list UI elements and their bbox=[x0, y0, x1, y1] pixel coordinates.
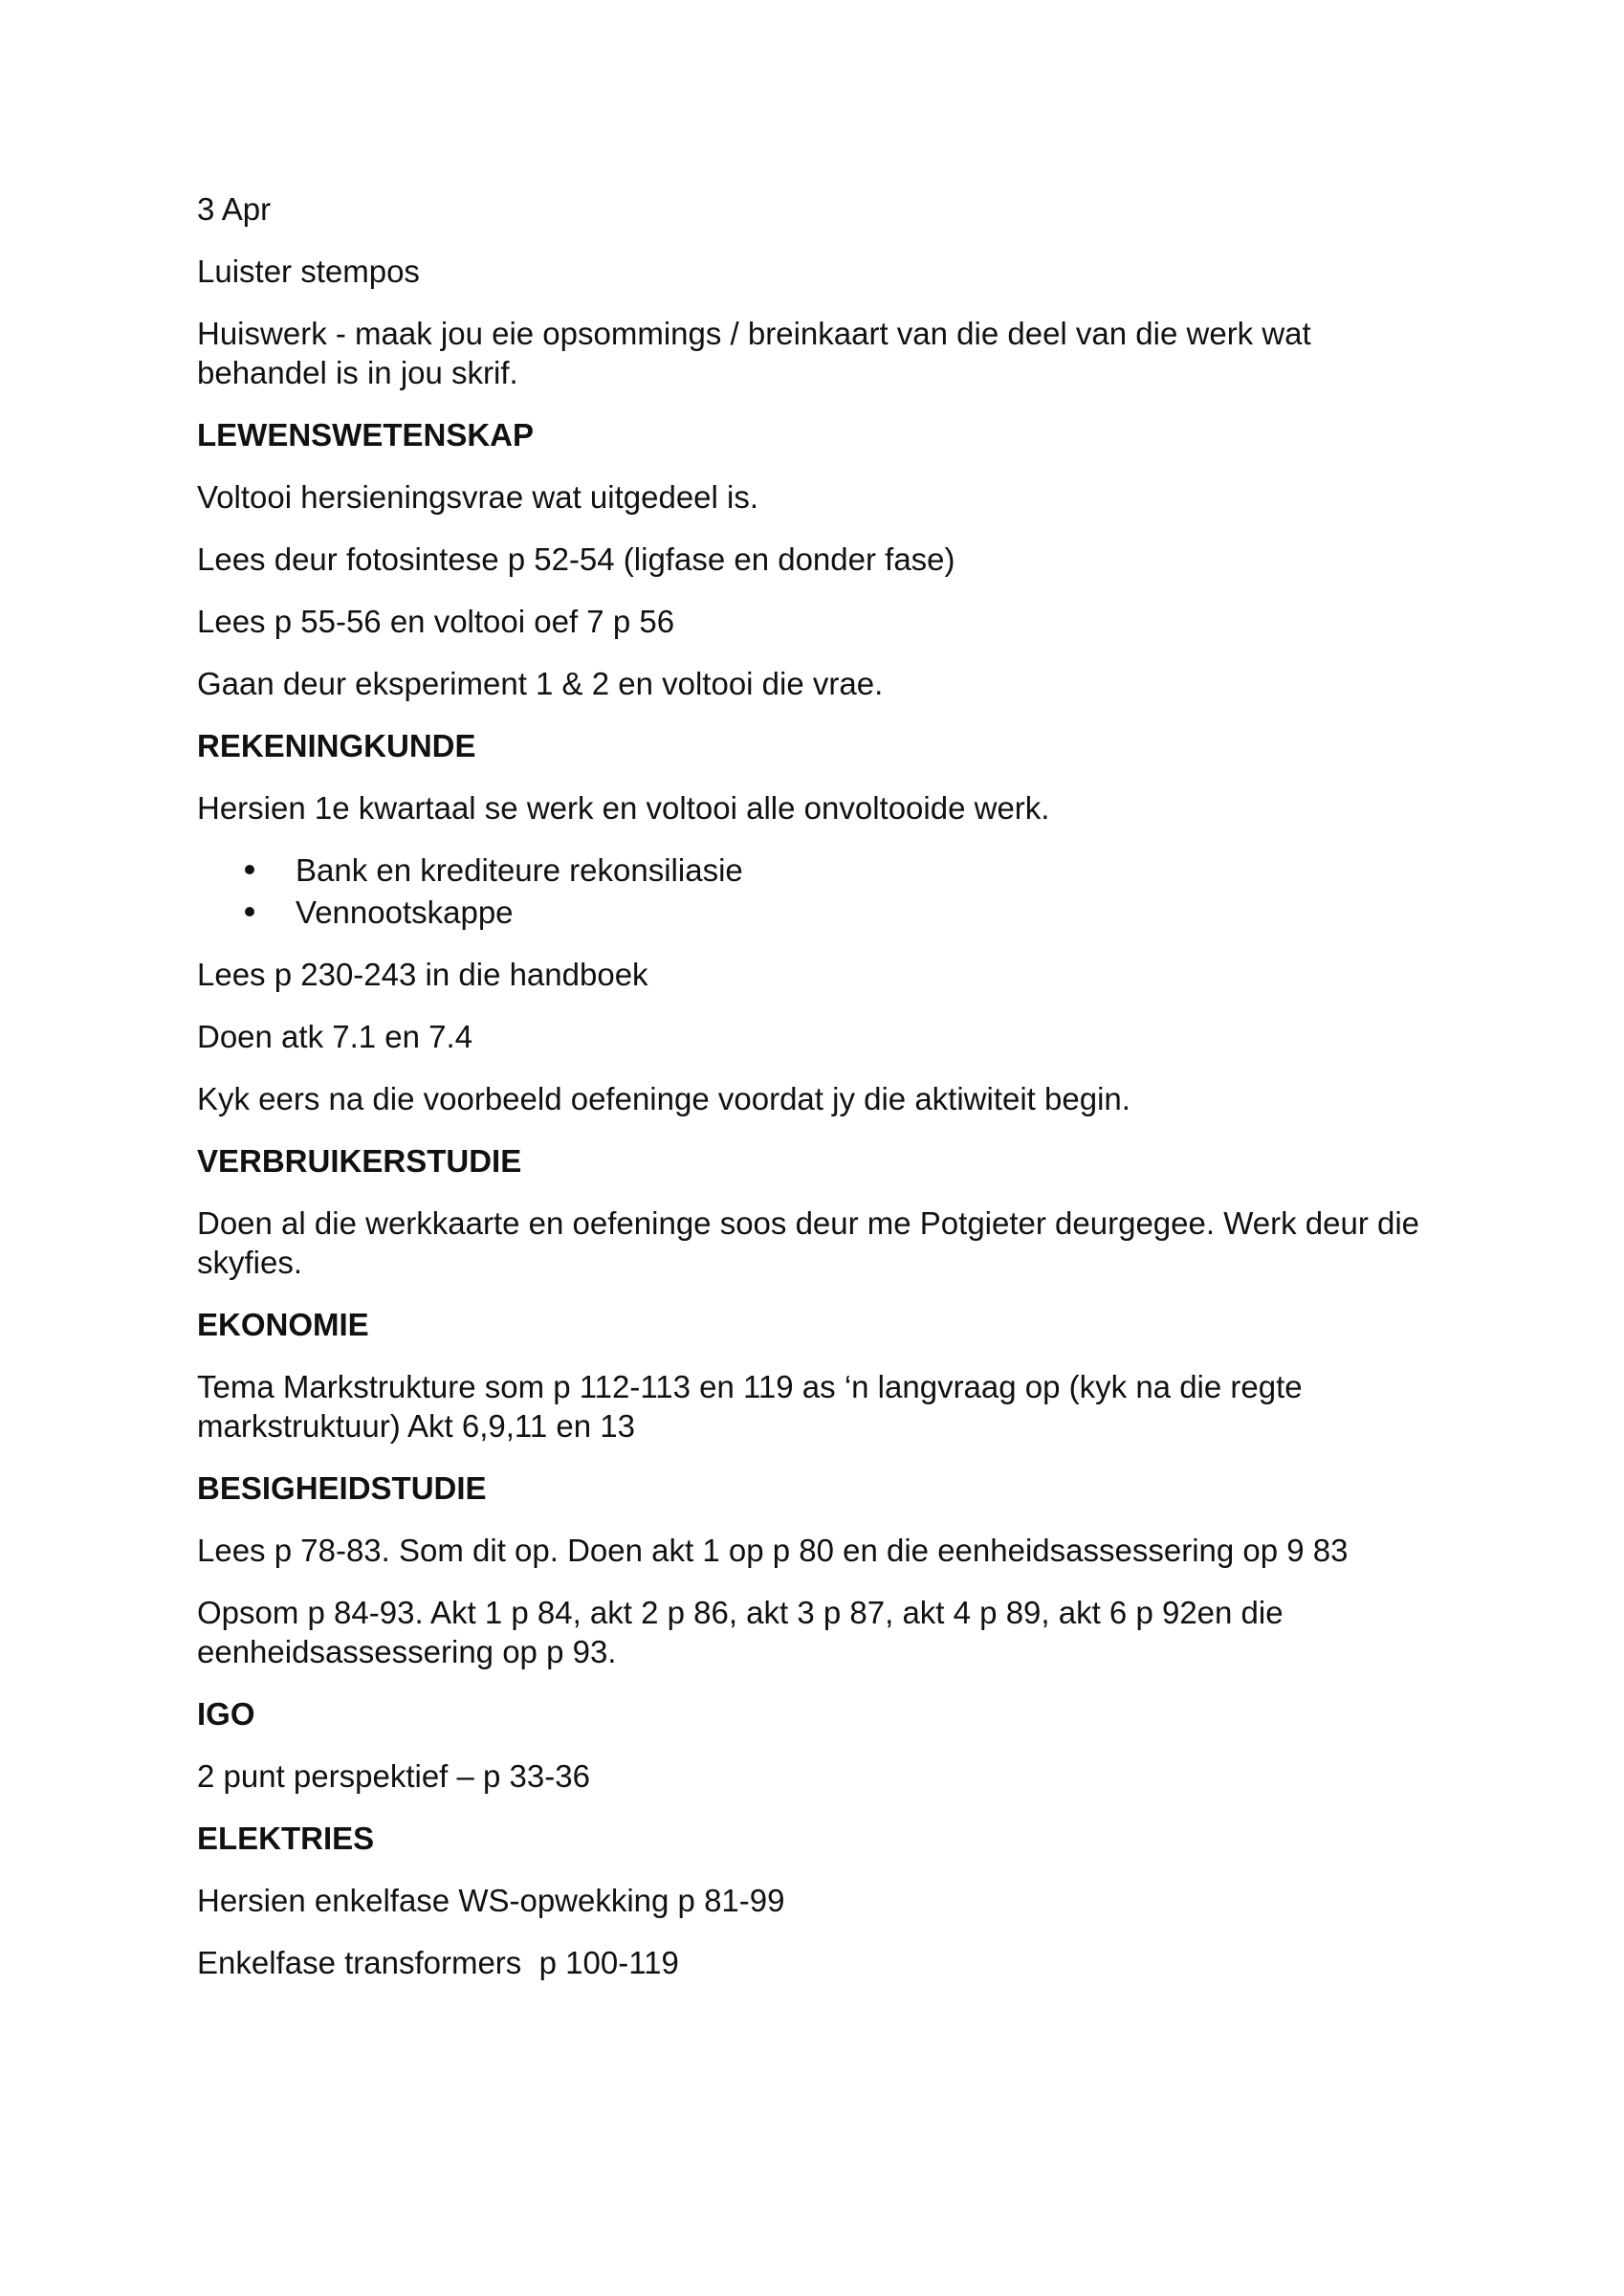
document-content bbox=[197, 189, 1440, 2005]
section-line: Opsom p 84-93. Akt 1 p 84, akt 2 p 86, akt 3 p 87, akt 4 p 89, akt 6 p 92en die eenheidsassessering op p 93. bbox=[197, 1595, 1284, 1669]
section-line: Voltooi hersieningsvrae wat uitgedeel is. bbox=[197, 479, 759, 515]
section-line: 2 punt perspektief – p 33-36 bbox=[197, 1758, 590, 1794]
section-lead: Hersien 1e kwartaal se werk en voltooi alle onvoltooide werk. bbox=[197, 790, 1050, 826]
section-line: Lees deur fotosintese p 52-54 (ligfase en donder fase) bbox=[197, 541, 955, 577]
intro-line: Huiswerk - maak jou eie opsommings / breinkaart van die deel van die werk wat behandel is in jou skrif. bbox=[197, 316, 1311, 390]
section-line: Lees p 230-243 in die handboek bbox=[197, 957, 648, 992]
bullet-item bbox=[296, 850, 1440, 890]
section-line: Tema Markstrukture som p 112-113 en 119 as ‘n langvraag op (kyk na die regte markstruktuur) Akt 6,9,11 en 13 bbox=[197, 1369, 1303, 1444]
bullet-text: Vennootskappe bbox=[296, 894, 514, 930]
section-line: Lees p 55-56 en voltooi oef 7 p 56 bbox=[197, 604, 675, 639]
section-heading-lewenswetenskap: LEWENSWETENSKAP bbox=[197, 417, 535, 453]
section-line: Hersien enkelfase WS-opwekking p 81-99 bbox=[197, 1883, 785, 1918]
section-heading-ekonomie: EKONOMIE bbox=[197, 1307, 369, 1342]
date-line: 3 Apr bbox=[197, 191, 272, 227]
section-heading-besigheidstudie: BESIGHEIDSTUDIE bbox=[197, 1470, 487, 1506]
bullet-item bbox=[296, 893, 1440, 932]
section-line: Enkelfase transformers p 100-119 bbox=[197, 1945, 679, 1980]
section-line: Doen al die werkkaarte en oefeninge soos deur me Potgieter deurgegee. Werk deur die skyfies. bbox=[197, 1205, 1420, 1280]
section-line: Gaan deur eksperiment 1 & 2 en voltooi die vrae. bbox=[197, 666, 884, 701]
bullet-icon bbox=[245, 907, 254, 916]
section-line: Kyk eers na die voorbeeld oefeninge voordat jy die aktiwiteit begin. bbox=[197, 1081, 1130, 1116]
bullet-list bbox=[197, 850, 1440, 932]
section-line: Doen atk 7.1 en 7.4 bbox=[197, 1019, 473, 1054]
section-heading-elektries: ELEKTRIES bbox=[197, 1821, 375, 1856]
section-heading-igo: IGO bbox=[197, 1696, 255, 1732]
section-heading-rekeningkunde: REKENINGKUNDE bbox=[197, 728, 476, 763]
bullet-text: Bank en krediteure rekonsiliasie bbox=[296, 852, 743, 888]
intro-line: Luister stempos bbox=[197, 254, 420, 289]
section-heading-verbruikerstudie: VERBRUIKERSTUDIE bbox=[197, 1143, 522, 1179]
section-line: Lees p 78-83. Som dit op. Doen akt 1 op p 80 en die eenheidsassessering op 9 83 bbox=[197, 1533, 1349, 1568]
bullet-icon bbox=[245, 865, 254, 874]
